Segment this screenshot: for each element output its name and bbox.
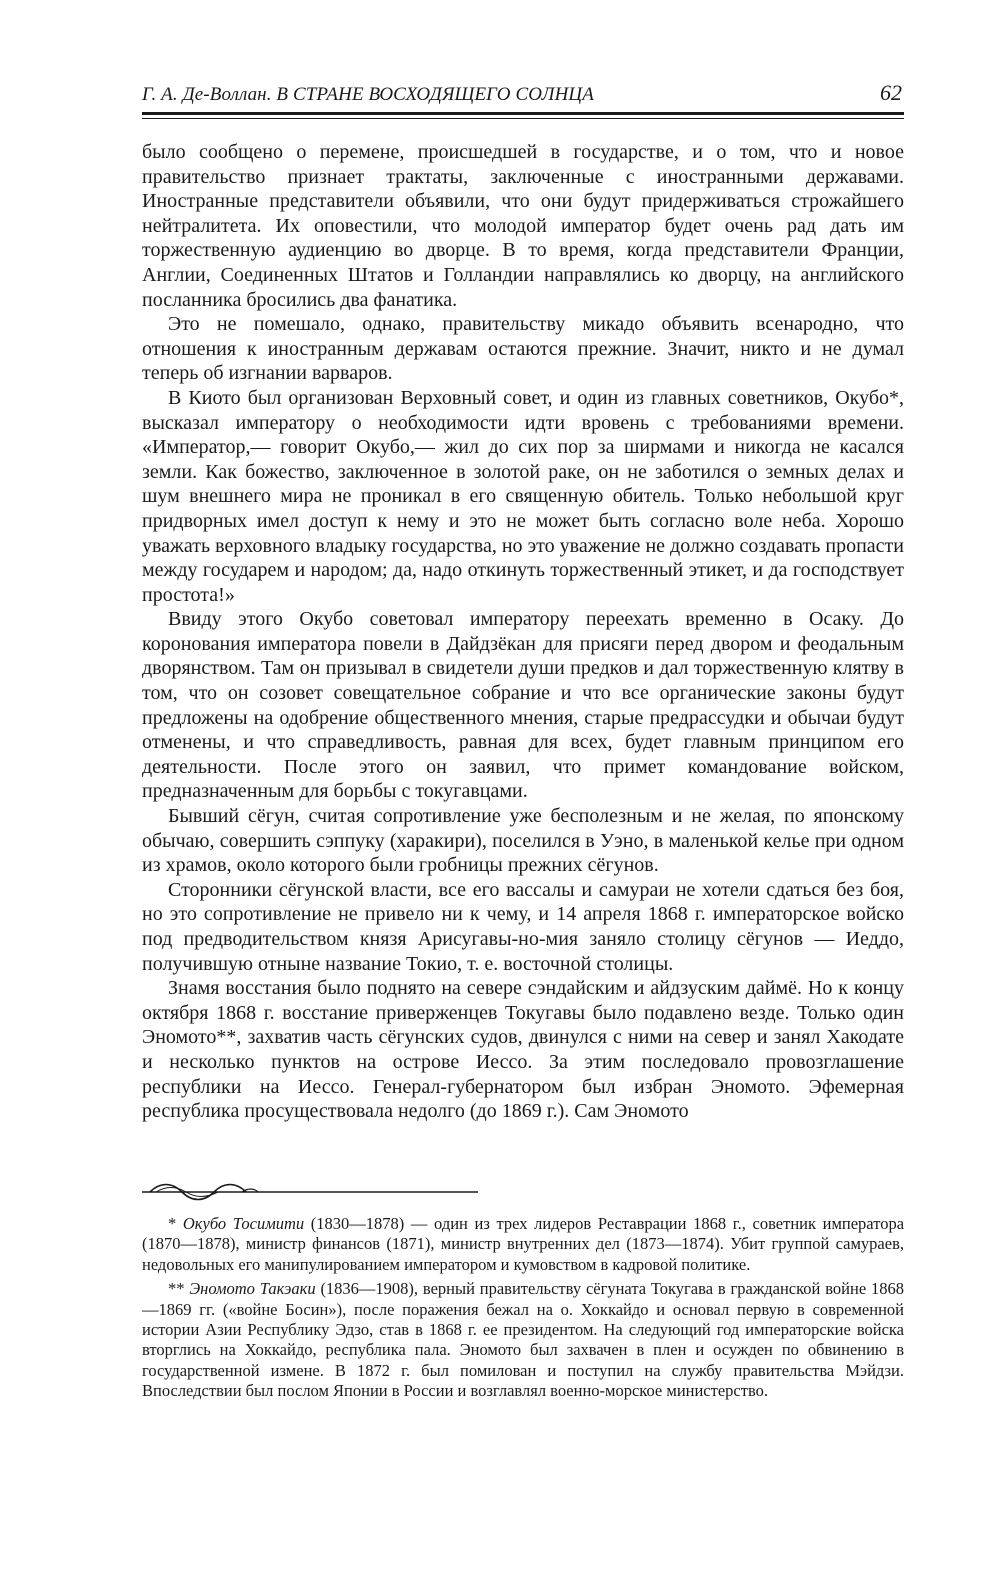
running-title: Г. А. Де-Воллан. В СТРАНЕ ВОСХОДЯЩЕГО СОЛНЦА	[142, 84, 594, 105]
paragraph: Бывший сёгун, считая сопротивление уже бесполезным и не желая, по японскому обычаю, совершить сэппуку (харакири), поселился в Уэно, в маленькой келье при одном из храмов, около которого были гробницы прежних сёгунов.	[142, 805, 904, 877]
footnote-2	[142, 1279, 904, 1401]
footnote-person-name: Эномото Такэаки	[189, 1279, 316, 1299]
footnote-marker: *	[168, 1214, 177, 1233]
paragraph: Знамя восстания было поднято на севере сэндайским и айдзуским даймё. Но к концу октября 1868 г. восстание приверженцев Токугавы было подавлено везде. Только один Эномото**, захватив часть сёгунских судов, двинулся с ними на север и занял Хакодате и несколько пунктов на острове Иессо. За этим последовало провозглашение республики на Иессо. Генерал-губернатором был избран Эномото. Эфемерная республика просуществовала недолго (до 1869 г.). Сам Эномото	[142, 977, 904, 1123]
running-header	[142, 78, 902, 114]
header-rule-thin	[142, 118, 904, 119]
paragraph: В Киото был организован Верховный совет, и один из главных советников, Окубо*, высказал императору о необходимости идти вровень с требованиями времени. «Император,— говорит Окубо,— жил до сих пор за ширмами и никогда не касался земли. Как божество, заключенное в золотой раке, он не заботился о земных делах и шум внешнего мира не проникал в его священную обитель. Только небольшой круг придворных имел доступ к нему и это не может быть согласно воле неба. Хорошо уважать верховного владыку государства, но это уважение не должно создавать пропасти между государем и народом; да, надо откинуть торжественный этикет, и да господствует простота!»	[142, 386, 904, 606]
paragraph: было сообщено о перемене, происшедшей в государстве, и о том, что и новое правительство признает трактаты, заключенные с иностранными державами. Иностранные представители объявили, что они будут придерживаться строжайшего нейтралитета. Их оповестили, что молодой император будет очень рад дать им торжественную аудиенцию во дворце. В то время, когда представители Франции, Англии, Соединенных Штатов и Голландии направлялись ко дворцу, на английского посланника бросились два фанатика.	[142, 141, 904, 311]
footnotes	[142, 1214, 904, 1406]
paragraph: Это не помешало, однако, правительству микадо объявить всенародно, что отношения к иностранным державам остаются прежние. Значит, никто и не думал теперь об изгнании варваров.	[142, 313, 904, 385]
main-text	[142, 140, 904, 1124]
paragraph: Ввиду этого Окубо советовал императору переехать временно в Осаку. До коронования императора повели в Дайдзёкан для присяги перед двором и феодальным дворянством. Там он призывал в свидетели души предков и дал торжественную клятву в том, что он созовет совещательное собрание и что все органические законы будут предложены на одобрение общественного мнения, старые предрассудки и обычаи будут отменены, и что справедливость, равная для всех, будет главным принципом его деятельности. После этого он заявил, что примет командование войском, предназначенным для борьбы с токугавцами.	[142, 608, 904, 803]
footnote-separator-ornament	[142, 1180, 478, 1202]
footnote-text: (1830—1878) — один из трех лидеров Реставрации 1868 г., советник императора (1870—1878), министр финансов (1871), министр внутренних дел (1873—1874). Убит группой самураев, недовольных его манипулированием императором и кумовством в кадровой политике.	[142, 1214, 905, 1274]
footnote-person-name: Окубо Тосимити	[182, 1214, 305, 1233]
footnote-text: (1836—1908), верный правительству сёгуната Токугава в гражданской войне 1868—1869 гг. («войне Босин»), после поражения бежал на о. Хоккайдо и основал первую в современной истории Азии Республику Эдзо, став в 1868 г. ее президентом. На следующий год императорские войска вторглись на Хоккайдо, республика пала. Эномото был захвачен в плен и осужден по обвинению в государственной измене. В 1872 г. был помилован и поступил на службу правительства Мэйдзи. Впоследствии был послом Японии в России и возглавлял военно-морское министерство.	[142, 1279, 904, 1401]
footnote-marker: **	[168, 1279, 185, 1299]
page-number: 62	[880, 80, 902, 105]
paragraph: Сторонники сёгунской власти, все его вассалы и самураи не хотели сдаться без боя, но это сопротивление не привело ни к чему, и 14 апреля 1868 г. императорское войско под предводительством князя Арисугавы-но-мия заняло столицу сёгунов — Иеддо, получившую отныне название Токио, т. е. восточной столицы.	[142, 878, 904, 975]
header-rule-thick	[142, 112, 904, 115]
footnote-1	[142, 1214, 904, 1275]
